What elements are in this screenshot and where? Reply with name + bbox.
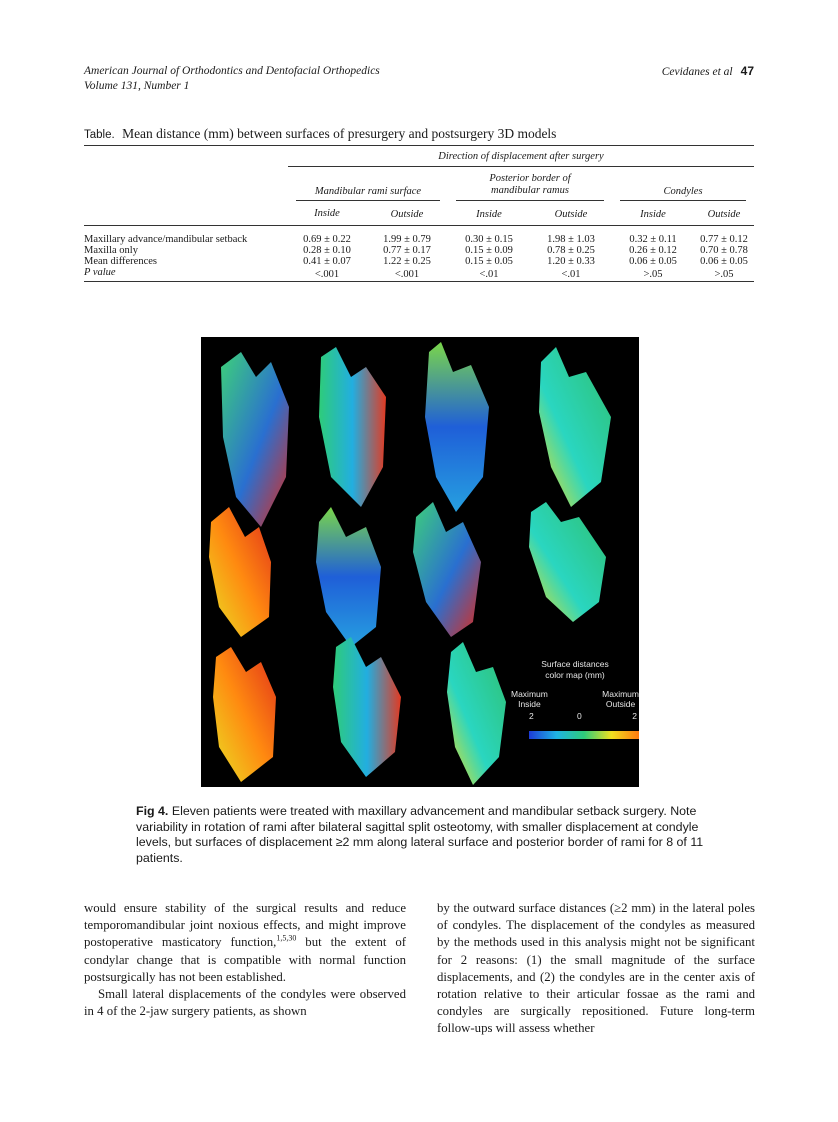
table-row [84, 226, 754, 246]
row-label: Mean differences [84, 256, 157, 267]
table-cell: 0.26 ± 0.12 [629, 245, 677, 256]
table-row [84, 256, 754, 267]
table-cell: 0.78 ± 0.25 [547, 245, 595, 256]
table-cell: 1.20 ± 0.33 [547, 256, 595, 267]
table-cell: <.001 [314, 268, 340, 280]
subheader-outside: Outside [707, 209, 741, 220]
subheader-inside: Inside [476, 209, 502, 220]
legend-tick-mid: 0 [577, 711, 582, 721]
table-cell: >.05 [643, 268, 663, 280]
subheader-outside: Outside [390, 209, 424, 220]
subheader-inside: Inside [640, 209, 666, 220]
table-row [84, 245, 754, 256]
mandible-scan [209, 502, 606, 647]
table-cell: 0.32 ± 0.11 [629, 234, 677, 245]
table-label: Table. [84, 129, 115, 141]
mandible-scan [221, 342, 611, 527]
table-cell: 1.99 ± 0.79 [383, 234, 431, 245]
author-line: Cevidanes et al [661, 66, 733, 78]
paragraph-text: but the extent of condylar change that is compatible with normal function postsurgically has not been established. [84, 935, 406, 984]
table-cell: <.01 [479, 268, 499, 280]
legend-color-bar [529, 731, 639, 739]
running-head-right [662, 64, 754, 80]
figure-label: Fig 4. [136, 804, 169, 818]
direction-header: Direction of displacement after surgery [288, 146, 754, 167]
table-cell: 0.15 ± 0.05 [465, 256, 513, 267]
group-condyles: Condyles [620, 186, 746, 201]
paragraph [84, 900, 406, 986]
legend-max-outside: Maximum Outside [602, 689, 639, 709]
legend-tick-right: 2 [632, 711, 637, 721]
paragraph: by the outward surface distances (≥2 mm) in the lateral poles of condyles. The displacement of the condyles as measured by the methods used in this analysis might not be significant for 2 reasons: (1) the small magnitude of the surface displacements, and (2) the condyles are in the center axis of rotation relative to their articular fossae as the rami and condyles are surgically repositioned. Future long-term follow-ups will assess whether [437, 901, 755, 1036]
table-cell: 0.77 ± 0.12 [700, 234, 748, 245]
mandible-scan [213, 637, 506, 785]
running-head-left [84, 64, 380, 94]
table-cell: 1.22 ± 0.25 [383, 256, 431, 267]
journal-name: American Journal of Orthodontics and Dentofacial Orthopedics [84, 65, 380, 77]
legend-tick-left: 2 [529, 711, 534, 721]
table-cell: 0.28 ± 0.10 [303, 245, 351, 256]
table-cell: >.05 [714, 268, 734, 280]
page-number: 47 [740, 64, 754, 78]
subheader-inside: Inside [314, 208, 340, 219]
surface-distance-figure [201, 337, 639, 787]
row-label: Maxilla only [84, 245, 138, 256]
table-title [84, 126, 556, 142]
journal-volume: Volume 131, Number 1 [84, 80, 190, 92]
table-cell: <.001 [394, 268, 420, 280]
row-label: P value [84, 267, 116, 278]
legend-title: Surface distances [541, 659, 609, 669]
table-cell: 0.41 ± 0.07 [303, 256, 351, 267]
body-column-right [437, 900, 755, 1038]
table-cell: 1.98 ± 1.03 [547, 234, 595, 245]
table-cell: <.01 [561, 268, 581, 280]
row-label: Maxillary advance/mandibular setback [84, 234, 248, 245]
citation-refs: 1,5,30 [276, 934, 297, 944]
table-cell: 0.06 ± 0.05 [629, 256, 677, 267]
body-column-left [84, 900, 406, 1020]
table-cell: 0.69 ± 0.22 [303, 234, 351, 245]
legend-max-inside: Maximum Inside [511, 689, 548, 709]
subheader-outside: Outside [554, 209, 588, 220]
table-cell: 0.15 ± 0.09 [465, 245, 513, 256]
table-cell: 0.30 ± 0.15 [465, 234, 513, 245]
table-cell: 0.70 ± 0.78 [700, 245, 748, 256]
color-map-legend [511, 659, 639, 739]
table-cell: 0.06 ± 0.05 [700, 256, 748, 267]
table-cell: 0.77 ± 0.17 [383, 245, 431, 256]
table-row [84, 267, 754, 282]
results-table [84, 145, 754, 282]
group-mandibular-rami: Mandibular rami surface [296, 186, 440, 201]
paragraph: Small lateral displacements of the condyles were observed in 4 of the 2-jaw surgery patients, as shown [84, 987, 406, 1019]
caption-text: Eleven patients were treated with maxillary advancement and mandibular setback surgery. Note variability in rotation of rami after bilateral sagittal split osteotomy, with smaller displacement at condyle levels, but surfaces of displacement ≥2 mm along lateral surface and posterior border of rami for 8 of 11 patients. [136, 804, 704, 865]
figure-caption [136, 804, 711, 866]
paragraph-text: would ensure stability of the surgical results and reduce temporomandibular joint noxious effects, and might improve postoperative masticatory function, [84, 901, 406, 950]
group-posterior-border: Posterior border of mandibular ramus [456, 173, 604, 201]
table-title-text: Mean distance (mm) between surfaces of presurgery and postsurgery 3D models [122, 126, 557, 141]
legend-subtitle: color map (mm) [545, 670, 605, 680]
